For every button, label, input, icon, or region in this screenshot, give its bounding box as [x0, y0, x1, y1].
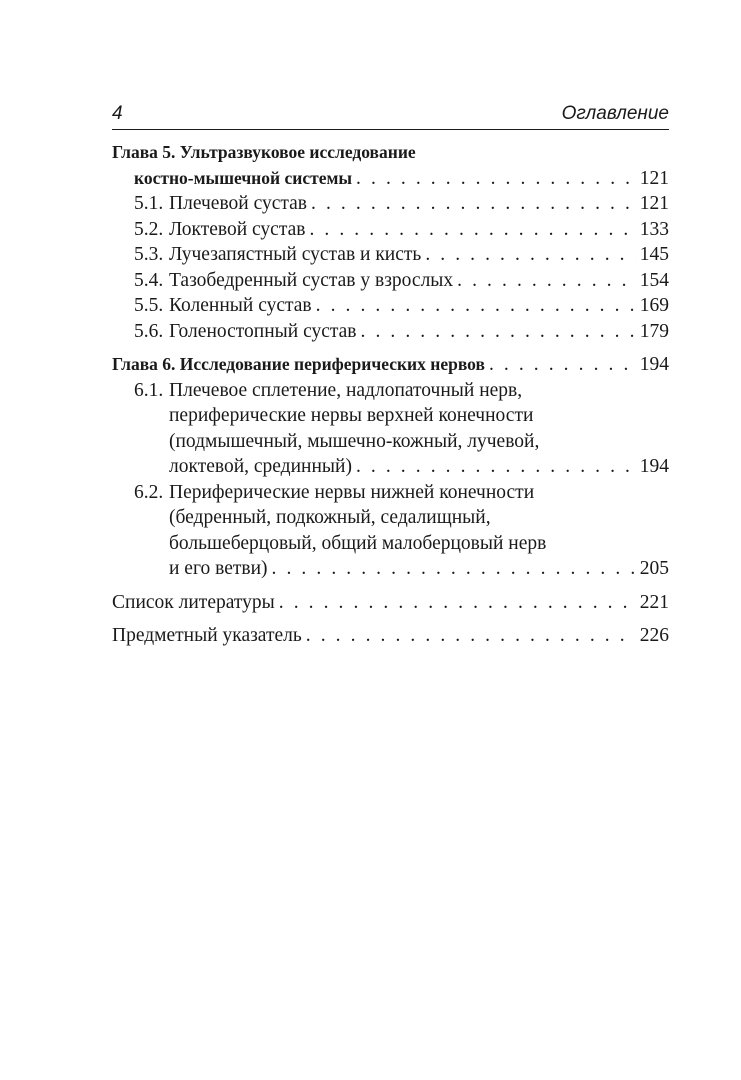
section-title-line: (бедренный, подкожный, седалищный, — [169, 507, 491, 528]
section-title-line: большеберцовый, общий малоберцовый нерв — [169, 532, 547, 554]
leader-dots — [306, 623, 636, 649]
section-number: 5.6. — [134, 320, 164, 342]
section-title: Тазобедренный сустав у взрослых — [169, 269, 454, 291]
toc-references[interactable] — [112, 590, 669, 616]
section-title: Лучезапястный сустав и кисть — [169, 244, 422, 265]
toc-section-5-1[interactable] — [112, 191, 669, 217]
leader-dots — [425, 242, 635, 268]
section-page: 179 — [639, 320, 669, 342]
toc-chapter-6[interactable] — [112, 352, 669, 378]
section-title: Голеностопный сустав — [169, 320, 357, 342]
section-title: Локтевой сустав — [169, 218, 306, 240]
leader-dots — [309, 217, 635, 243]
references-title: Список литературы — [112, 591, 275, 613]
toc-section-6-1[interactable] — [112, 378, 669, 480]
toc-section-5-6[interactable] — [112, 319, 669, 345]
section-title-line: (подмышечный, мышечно-кожный, лучевой, — [169, 430, 540, 452]
chapter-5-title-line-1: Глава 5. Ультразвуковое исследование — [112, 142, 416, 162]
section-title-line: Периферические нервы нижней конечности — [169, 481, 535, 503]
chapter-5-title-line-2: костно-мышечной системы — [134, 167, 353, 188]
leader-dots — [361, 319, 636, 345]
section-number: 6.1. — [134, 379, 164, 401]
index-title: Предметный указатель — [112, 625, 302, 646]
leader-dots — [457, 268, 636, 294]
table-of-contents — [112, 140, 669, 649]
section-number: 6.2. — [134, 481, 164, 503]
toc-section-5-4[interactable] — [112, 268, 669, 294]
toc-section-5-3[interactable] — [112, 242, 669, 268]
page-number: 4 — [112, 103, 123, 124]
section-number: 5.1. — [134, 193, 164, 214]
leader-dots — [356, 166, 636, 192]
leader-dots — [272, 556, 636, 582]
section-page: 145 — [639, 244, 669, 265]
section-title: Коленный сустав — [169, 295, 312, 316]
section-page: 154 — [639, 269, 669, 291]
section-title: Плечевой сустав — [169, 193, 308, 214]
book-page — [112, 96, 669, 649]
chapter-5-entry[interactable] — [112, 166, 669, 192]
section-number: 5.4. — [134, 269, 164, 291]
section-title-last-line: локтевой, срединный) — [169, 456, 352, 477]
section-title: Оглавление — [561, 103, 669, 124]
section-page: 169 — [639, 295, 669, 316]
chapter-6-page: 194 — [639, 354, 669, 375]
toc-section-5-5[interactable] — [112, 293, 669, 319]
section-number: 5.2. — [134, 218, 164, 240]
references-page: 221 — [639, 591, 669, 613]
section-title-line: Плечевое сплетение, надлопаточный нерв, — [169, 379, 523, 401]
leader-dots — [311, 191, 636, 217]
leader-dots — [489, 352, 636, 378]
section-title-line: периферические нервы верхней конечности — [169, 405, 534, 426]
section-page: 205 — [639, 558, 669, 579]
leader-dots — [356, 454, 636, 480]
section-number: 5.3. — [134, 244, 164, 265]
chapter-6-title: Глава 6. Исследование периферических нервов — [112, 354, 485, 374]
leader-dots — [279, 590, 636, 616]
chapter-5-page: 121 — [639, 167, 669, 189]
section-page: 121 — [639, 193, 669, 214]
section-page: 133 — [639, 218, 669, 240]
toc-section-6-2[interactable] — [112, 480, 669, 582]
toc-index[interactable] — [112, 623, 669, 649]
section-number: 5.5. — [134, 295, 164, 316]
section-title-last-line: и его ветви) — [169, 558, 268, 579]
toc-chapter-5 — [112, 140, 669, 191]
index-page: 226 — [639, 625, 669, 646]
toc-section-5-2[interactable] — [112, 217, 669, 243]
running-head — [112, 96, 669, 130]
section-page: 194 — [639, 456, 669, 477]
leader-dots — [316, 293, 636, 319]
